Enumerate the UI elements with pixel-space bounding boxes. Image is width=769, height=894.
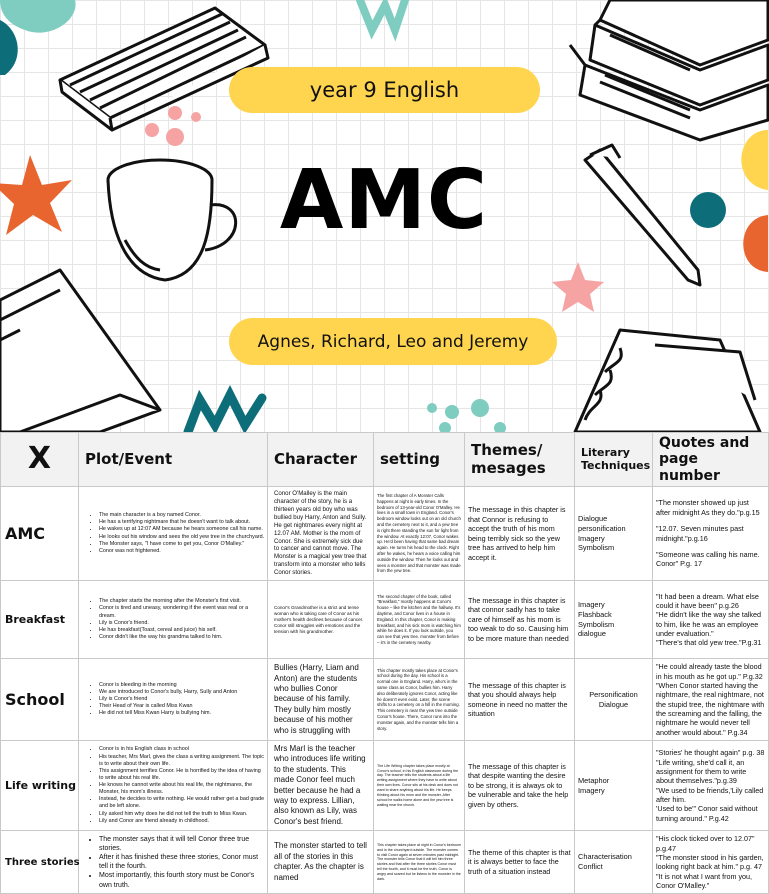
quote: "There's that old yew tree."P.g.31 (656, 638, 762, 648)
literary-item: Imagery (578, 533, 605, 543)
plot-cell (79, 581, 268, 659)
teal-dot (427, 403, 437, 413)
character-cell: The monster started to tell all of the stories in this chapter. As the chapter is named (268, 831, 374, 894)
table-row (1, 659, 769, 741)
plot-item: • Lily is Conor's friend (99, 696, 265, 703)
plot-item: • The Monster says, "I have come to get you, Conor O'Malley." (99, 541, 265, 548)
plot-item: • Lily is Conor's friend. (99, 620, 265, 627)
setting-cell: This chapter takes place at night in Conor's bedroom and in the churchyard outside. The monster comes to visit Conor again at seven minutes past midnight. The monster tells Conor that it will tell him three stories and that after the three stories Conor must tell the fourth, and it must be the truth. Conor is angry and scared but he listens to the monster in the dark. (374, 831, 465, 894)
plot-item: • He did not tell Miss Kwan Harry is bullying him. (99, 710, 265, 717)
literary-cell (575, 831, 653, 894)
quotes-cell (653, 831, 769, 894)
teal-dot (445, 405, 459, 419)
stacked-books-icon (570, 0, 768, 140)
literary-cell (575, 581, 653, 659)
literary-cell (575, 487, 653, 581)
table-row (1, 741, 769, 831)
quotes-cell (653, 659, 769, 741)
literary-item: Characterisation (578, 852, 632, 862)
plot-item: • The monster says that it will tell Conor three true stories. (99, 835, 265, 853)
dark-teal-blob (0, 20, 18, 75)
themes-cell: The message in this chapter is that connor sadly has to take care of himself as his mom is too weak to do so. Causing him to be more mature than needed (465, 581, 575, 659)
plot-cell (79, 659, 268, 741)
setting-cell: The second chapter of the book, called "Breakfast," mostly happens at Conor's house – like the kitchen and the hallway. It's daytime, and Conor lives in a house in England. In this chapter, Conor is making breakfast, and his sick mom is watching him while he does it. If you look outside, you can see that yew tree. monster from before – it's in the cemetery nearby. (374, 581, 465, 659)
authors-pill: Agnes, Richard, Leo and Jeremy (229, 318, 557, 365)
teal-squiggle (188, 395, 262, 432)
pink-dot (145, 123, 159, 137)
teal-dot (471, 399, 489, 417)
themes-cell: The message of this chapter is that you should always help someone in need no matter the situation (465, 659, 575, 741)
quotes-cell (653, 487, 769, 581)
themes-cell: The message of this chapter is that despite wanting the desire to be strong, it is always ok to be vulnerable and take the help given by others. (465, 741, 575, 831)
quote: "The monster showed up just after midnight As they do."p.g.15 (656, 498, 760, 517)
star-icon (552, 262, 604, 312)
literary-item: Dialogue (578, 514, 608, 524)
table-header-row (1, 433, 769, 487)
themes-cell: The message in this chapter is that Connor is refusing to accept the truth of his mom being terribly sick so the yew tree has arrived to help him accept it. (465, 487, 575, 581)
notebook-icon (575, 330, 760, 432)
character-cell: Bullies (Harry, Liam and Anton) are the students who bullies Conor because of his family. They bully him mostly because of his mother who is struggling with (268, 659, 374, 741)
plot-item: • Instead, he decides to write nothing. He would rather get a bad grade and be left alone. (99, 796, 265, 810)
literary-cell (575, 659, 653, 741)
plot-item: • His teacher, Mrs Marl, gives the class a writing assignment. The topic is to write about their own life. (99, 754, 265, 768)
literary-item: Flashback (578, 609, 612, 619)
pink-dot (166, 128, 184, 146)
plot-item: • He knows he cannot write about his real life, the nightmares, the Monster, his mom's illness. (99, 782, 265, 796)
orange-blob (743, 215, 768, 272)
plot-item: • Most importantly, this fourth story must be Conor's own truth. (99, 871, 265, 889)
plot-item: • Lily and Conor are friend already in childhood. (99, 818, 265, 825)
plot-item: • Lily asked him why does he did not tell the truth to Miss Kwan. (99, 811, 265, 818)
pen-icon (585, 145, 700, 285)
setting-cell: The first chapter of A Monster Calls happens at night in early times. In the bedroom of 13-year-old Conor O'Malley. He lives in a small town in England. Conor's bedroom window looks out on an old church and the cemetery next to it, and a yew tree is right there standing the sun for light from the window. At exactly 12:07, Conor wakes up. He'd been having that same bad dream again. He turns his head to the clock. Right after he wakes, he hears a voice calling him outside the window. Then he looks out and sees a monster and that monster was made from the yew tree. (374, 487, 465, 581)
plot-item: • Their Head of Year is called Miss Kwan (99, 703, 265, 710)
quote: "Stories' he thought again" p.g. 38 (656, 748, 765, 758)
plot-item: • He has breakfast(Toast, cereal and juice) his self. (99, 627, 265, 634)
character-cell: Conor's Grandmother is a strict and tense woman who is taking care of Conor as his mother's health declines because of cancer. Conor still struggles with emotions and the tension with his grandmother. (268, 581, 374, 659)
quote: "12.07. Seven minutes past midnight."p.g.16 (656, 524, 744, 543)
literary-item: dialogue (578, 629, 606, 639)
themes-cell: The theme of this chapter is that it is always better to face the truth of a situation instead (465, 831, 575, 894)
literary-item: Imagery (578, 785, 605, 795)
plot-item: • This assignment terrifies Conor. He is horrified by the idea of having to write about his real life. (99, 768, 265, 782)
plot-item: • He has a terrifying nightmare that he doesn't want to talk about. (99, 519, 265, 526)
quote: "The monster stood in his garden, looking right back at him." p.g. 47 (656, 852, 764, 872)
yellow-blob (741, 130, 768, 190)
header-quotes: Quotes and page number (653, 433, 769, 487)
literary-item: Symbolism (578, 619, 615, 629)
character-cell: Conor O'Malley is the main character of the story, he is a thirteen years old boy who was bullied buy Harry, Anton and Sully. He get nightmares every night at 12.07 AM. Mother is the mom of Conor. She is extremely sick due to cancer and cannot move. The Monster is a magical yew tree that transform into a monster who tells Conor stories. (268, 487, 374, 581)
literary-item: Imagery (578, 600, 605, 610)
row-label: AMC (1, 487, 79, 581)
plot-item: • He looks out his window and sees the old yew tree in the churchyard. (99, 534, 265, 541)
plot-item: • He wakes up at 12:07 AM because he hears someone call his name. (99, 526, 265, 533)
plot-item: • Conor is bleeding in the morning (99, 682, 265, 689)
pink-dot (168, 106, 182, 120)
header-literary: Literary Techniques (575, 433, 653, 487)
literary-item: Personification (589, 689, 638, 699)
teal-blob (0, 0, 76, 33)
literary-item: Conflict (578, 862, 603, 872)
subject-pill: year 9 English (229, 67, 540, 113)
quotes-cell (653, 581, 769, 659)
header-x: X (1, 433, 79, 487)
literary-item: Dialogue (598, 699, 629, 709)
row-label: School (1, 659, 79, 741)
character-cell: Mrs Marl is the teacher who introduces life writing to the students. This made Conor feel much better because he had a way to express. Lillian, also known as Lily, was Conor's best friend. (268, 741, 374, 831)
quotes-cell (653, 741, 769, 831)
setting-cell: The Life Writing chapter takes place mostly at Conor's school, in his English classroom during the day. The teacher tells the students about a life writing assignment where they have to write about their own lives. Conor sits at his desk and does not want to share anything about his life. He keeps thinking about his mom and the monster. After school he walks home alone and the yew tree is waiting near the church. (374, 741, 465, 831)
row-label: Life writing (1, 741, 79, 831)
plot-cell (79, 741, 268, 831)
cup-icon (108, 160, 236, 280)
quote: 'Used to be'" Conor said without turning around." P.g.42 (656, 804, 758, 823)
header-themes: Themes/ mesages (465, 433, 575, 487)
header-plot: Plot/Event (79, 433, 268, 487)
table-row (1, 487, 769, 581)
quote: "It is not what I want from you, Conor O'Malley." (656, 871, 753, 890)
table-row (1, 581, 769, 659)
literary-item: Metaphor (578, 775, 610, 785)
plot-item: • The chapter starts the morning after the Monster's first visit. (99, 598, 265, 605)
quote: "Someone was calling his name. Conor" P.g. 17 (656, 549, 760, 569)
quote: "He didn't like the way she talked to him, like he was an employee under evaluation." (656, 610, 762, 638)
plot-item: • Conor is in his English class in school (99, 746, 265, 753)
plot-item: • Conor was not frightened. (99, 548, 265, 555)
plot-item: • Conor didn't like the way his grandma talked to him. (99, 634, 265, 641)
plot-item: • Conor is tired and uneasy, wondering if the event was real or a dream. (99, 605, 265, 619)
pink-dot (191, 112, 201, 122)
plot-item: • After it has finished these three stories, Conor must tell it the fourth. (99, 853, 265, 871)
literary-item: personification (578, 523, 626, 533)
quote: "Life writing, she'd call it, an assignment for them to write about themselves."p.g.39 (656, 757, 747, 786)
notebook-icon (0, 270, 160, 432)
setting-cell: This chapter mostly takes place at Conor's school during the day. His school is a normal one in England. Harry, who's in the same class as Conor, bullies him. Harry also deliberately ignores Conor, acting like he doesn't even exist. Later, the scene shifts to a cemetery on a hill in the morning. This cemetery is near the yew tree outside Conor's house. There, Conor runs into the monster again, and the monster tells him a story. (374, 659, 465, 741)
quote: "His clock ticked over to 12.07" p.g.47 (656, 834, 755, 853)
book-icon (60, 8, 268, 130)
row-label: Three stories (1, 831, 79, 894)
header-character: Character (268, 433, 374, 487)
teal-squiggle (360, 0, 405, 30)
header-setting: setting (374, 433, 465, 487)
literary-item: Symbolism (578, 543, 615, 553)
literary-cell (575, 741, 653, 831)
star-icon (0, 155, 72, 235)
page-title: AMC (279, 153, 489, 248)
plot-cell (79, 831, 268, 894)
quote: "When Conor started having the nightmare, the real nightmare, not the stupid tree, the nightmare with the screaming and the falling, the nightmare he would never tell another would about." P.g.34 (656, 680, 765, 737)
analysis-table (0, 432, 769, 894)
plot-item: • The main character is a boy named Conor. (99, 512, 265, 519)
plot-item: • We are introduced to Conor's bully, Harry, Sully and Anton (99, 689, 265, 696)
quote: "We used to be friends,'Lily called after him. (656, 785, 764, 804)
quote: "It had been a dream. What else could it have been" p.g.26 (656, 591, 759, 610)
quote: "He could already taste the blood in his mouth as he got up." P.g.32 (656, 662, 763, 681)
plot-cell (79, 487, 268, 581)
row-label: Breakfast (1, 581, 79, 659)
dark-teal-dot (690, 192, 726, 228)
table-row (1, 831, 769, 894)
